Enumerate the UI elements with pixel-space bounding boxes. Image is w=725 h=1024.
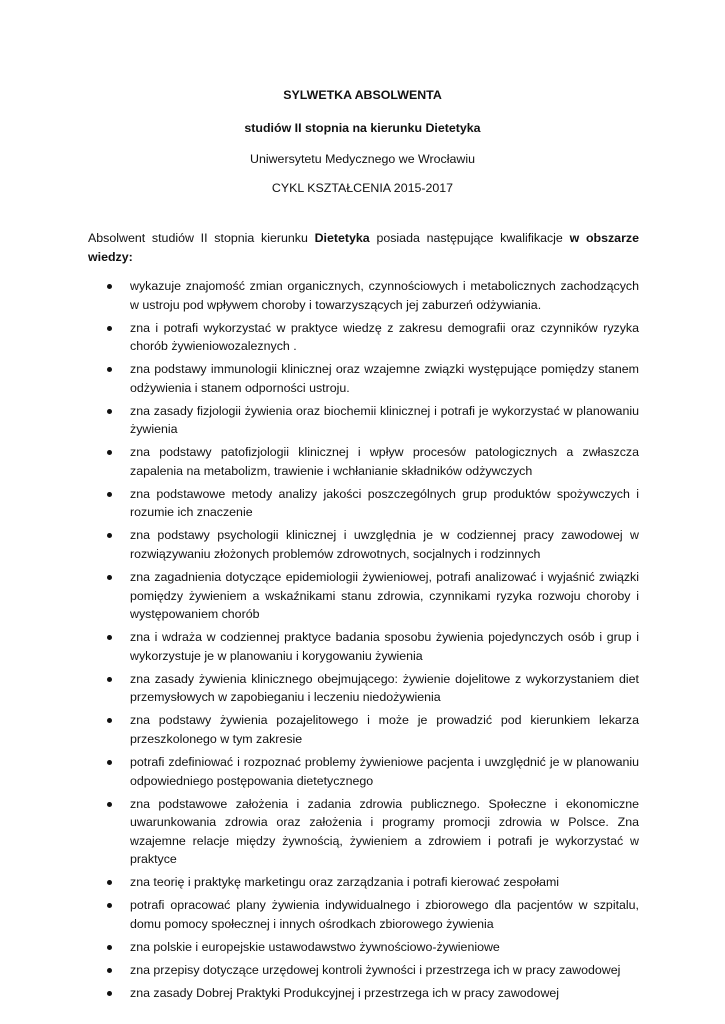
bullet-icon <box>107 450 112 455</box>
intro-text-1: Absolwent studiów II stopnia kierunku <box>88 231 315 245</box>
list-item-text: zna teorię i praktykę marketingu oraz zarządzania i potrafi kierować zespołami <box>130 875 560 890</box>
list-item <box>88 873 639 892</box>
bullet-icon <box>107 575 112 580</box>
bullet-icon <box>107 367 112 372</box>
list-item <box>88 938 639 957</box>
bullet-icon <box>107 326 112 331</box>
qualifications-list <box>88 277 639 1007</box>
list-item-text: zna i wdraża w codziennej praktyce badania sposobu żywienia pojedynczych osób i grup i wykorzystuje je w planowaniu i korygowaniu żywienia <box>130 630 639 663</box>
list-item-text: zna zasady żywienia klinicznego obejmującego: żywienie dojelitowe z wykorzystaniem diet przemysłowych w zapobieganiu i leczeniu niedożywienia <box>130 671 639 705</box>
list-item <box>88 984 639 1003</box>
list-item <box>88 360 639 397</box>
bullet-icon <box>107 903 112 908</box>
list-item <box>88 795 639 869</box>
list-item <box>88 896 639 933</box>
intro-text-2: posiada następujące kwalifikacje <box>369 231 570 245</box>
list-item <box>88 628 639 665</box>
intro-area: w obszarze wiedzy: <box>88 231 639 264</box>
bullet-icon <box>107 802 112 807</box>
list-item <box>88 568 639 624</box>
list-item-text: zna zasady Dobrej Praktyki Produkcyjnej i przestrzega ich w pracy zawodowej <box>130 985 560 1000</box>
list-item-text: zna podstawowe założenia i zadania zdrowia publicznego. Społeczne i ekonomiczne uwarunkowania zdrowia oraz założenia i programy promocji zdrowia w Polsce. Zna wzajemne relacje między żywnością, żywieniem a zdrowiem i potrafi je wykorzystać w praktyce <box>130 796 639 867</box>
bullet-icon <box>107 409 112 414</box>
list-item <box>88 961 639 980</box>
list-item <box>88 711 639 748</box>
list-item-text: zna podstawowe metody analizy jakości poszczególnych grup produktów spożywczych i rozumie ich znaczenie <box>130 486 639 520</box>
intro-paragraph <box>88 229 639 267</box>
list-item-text: zna polskie i europejskie ustawodawstwo żywnościowo-żywieniowe <box>130 939 500 954</box>
list-item-text: wykazuje znajomość zmian organicznych, czynnościowych i metabolicznych zachodzących w ustroju pod wpływem choroby i towarzyszących jej zaburzeń odżywiania. <box>130 279 639 312</box>
intro-field: Dietetyka <box>314 231 370 245</box>
list-item <box>88 485 639 522</box>
bullet-icon <box>107 284 112 289</box>
list-item-text: zna podstawy psychologii klinicznej i uwzględnia je w codziennej pracy zawodowej w rozwiązywaniu złożonych problemów zdrowotnych, socjalnych i rodzinnych <box>130 528 639 562</box>
bullet-icon <box>107 718 112 723</box>
list-item-text: potrafi opracować plany żywienia indywidualnego i zbiorowego dla pacjentów w szpitalu, domu pomocy społecznej i innych ośrodkach zbiorowego żywienia <box>130 898 639 931</box>
education-cycle: CYKL KSZTAŁCENIA 2015-2017 <box>271 181 454 195</box>
bullet-icon <box>107 991 112 996</box>
university-name: Uniwersytetu Medycznego we Wrocławiu <box>250 152 475 166</box>
bullet-icon <box>107 677 112 682</box>
list-item-text: zna podstawy immunologii klinicznej oraz wzajemne związki występujące pomiędzy stanem odżywienia i stanem odporności ustroju. <box>130 362 639 395</box>
bullet-icon <box>107 968 112 973</box>
list-item <box>88 526 639 563</box>
list-item-text: zna podstawy patofizjologii klinicznej i wpływ procesów patologicznych a zwłaszcza zapalenia na metabolizm, trawienie i wchłanianie składników odżywczych <box>130 445 639 478</box>
list-item <box>88 319 639 356</box>
list-item <box>88 670 639 707</box>
list-item-text: zna i potrafi wykorzystać w praktyce wiedzę z zakresu demografii oraz czynników ryzyka chorób żywieniowozaleznych . <box>130 320 639 354</box>
list-item-text: zna zasady fizjologii żywienia oraz biochemii klinicznej i potrafi je wykorzystać w planowaniu żywienia <box>130 403 639 437</box>
bullet-icon <box>107 635 112 640</box>
list-item <box>88 277 639 314</box>
document-title: SYLWETKA ABSOLWENTA <box>283 88 442 102</box>
bullet-icon <box>107 760 112 765</box>
list-item-text: zna przepisy dotyczące urzędowej kontroli żywności i przestrzega ich w pracy zawodowej <box>130 962 621 977</box>
bullet-icon <box>107 945 112 950</box>
list-item-text: zna podstawy żywienia pozajelitowego i może je prowadzić pod kierunkiem lekarza przeszkolonego w tym zakresie <box>130 713 639 746</box>
list-item <box>88 402 639 439</box>
list-item-text: potrafi zdefiniować i rozpoznać problemy żywieniowe pacjenta i uwzględnić je w planowaniu odpowiedniego postępowania dietetycznego <box>130 754 639 788</box>
bullet-icon <box>107 880 112 885</box>
list-item <box>88 753 639 790</box>
list-item <box>88 443 639 480</box>
bullet-icon <box>107 492 112 497</box>
list-item-text: zna zagadnienia dotyczące epidemiologii żywieniowej, potrafi analizować i wyjaśnić związki pomiędzy żywieniem a wskaźnikami stanu zdrowia, czynnikami ryzyka rozwoju choroby i występowaniem chorób <box>130 570 639 622</box>
bullet-icon <box>107 533 112 538</box>
document-subtitle: studiów II stopnia na kierunku Dietetyka <box>244 121 481 135</box>
